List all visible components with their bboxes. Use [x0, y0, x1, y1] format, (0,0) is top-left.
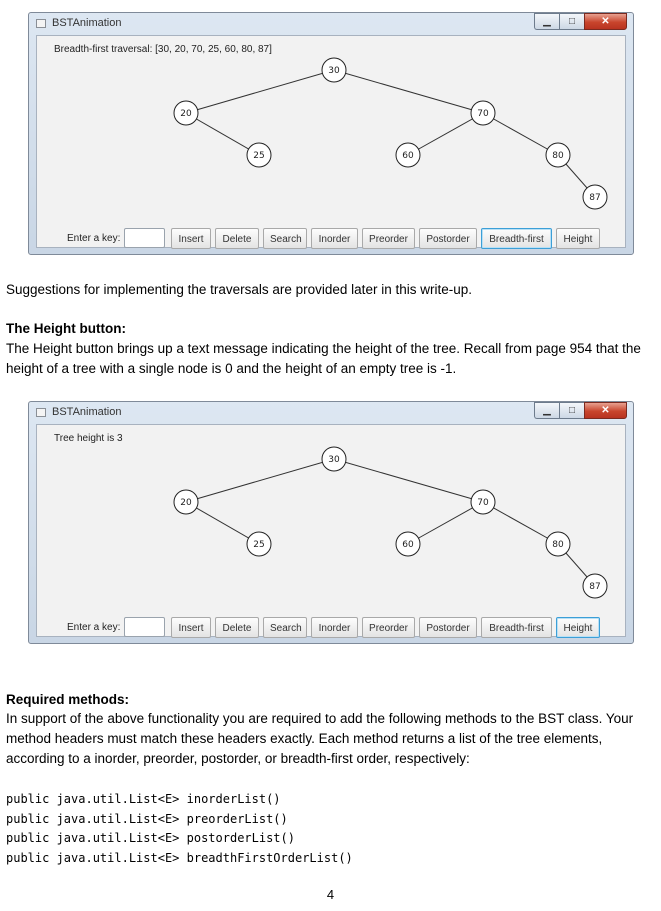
- height-button[interactable]: Height: [556, 228, 600, 249]
- tree-node-80: [546, 532, 570, 556]
- bst-tree: [37, 36, 625, 226]
- key-input[interactable]: [124, 228, 165, 248]
- close-icon[interactable]: ✕: [584, 402, 627, 419]
- breadth-first-button[interactable]: Breadth-first: [481, 228, 552, 249]
- key-input[interactable]: [124, 617, 165, 637]
- node-label: 30: [328, 66, 340, 76]
- node-label: 25: [253, 151, 265, 161]
- tree-edge-30-20: [186, 459, 334, 502]
- enter-key-label: Enter a key:: [67, 622, 121, 633]
- height-button[interactable]: Height: [556, 617, 600, 638]
- height-description: The Height button brings up a text message indicating the height of the tree. Recall from page 954 that the height of a tree with a single node is 0 and the height of an empty tree is -1.: [6, 341, 641, 376]
- inorder-button[interactable]: Inorder: [311, 228, 358, 249]
- bst-animation-window-2: [28, 401, 634, 644]
- preorder-button[interactable]: Preorder: [362, 228, 415, 249]
- tree-node-80: [546, 143, 570, 167]
- tree-node-20: [174, 490, 198, 514]
- delete-button[interactable]: Delete: [215, 617, 259, 638]
- code-line: public java.util.List<E> preorderList(): [6, 811, 288, 826]
- tree-edge-70-80: [483, 113, 558, 155]
- node-label: 30: [328, 455, 340, 465]
- close-icon[interactable]: ✕: [584, 13, 627, 30]
- code-line: public java.util.List<E> postorderList(): [6, 831, 295, 846]
- tree-edge-70-80: [483, 502, 558, 544]
- tree-node-30: [322, 58, 346, 82]
- preorder-button[interactable]: Preorder: [362, 617, 415, 638]
- postorder-button[interactable]: Postorder: [419, 617, 477, 638]
- tree-node-30: [322, 447, 346, 471]
- postorder-button[interactable]: Postorder: [419, 228, 477, 249]
- tree-node-25: [247, 143, 271, 167]
- breadth-first-button[interactable]: Breadth-first: [481, 617, 552, 638]
- minimize-icon[interactable]: ▁: [534, 13, 559, 30]
- bst-tree: [37, 425, 625, 615]
- tree-node-20: [174, 101, 198, 125]
- canvas-pane: [36, 35, 626, 248]
- node-label: 80: [552, 151, 564, 161]
- insert-button[interactable]: Insert: [171, 228, 211, 249]
- tree-node-60: [396, 143, 420, 167]
- tree-edge-70-60: [408, 502, 483, 544]
- app-icon: [36, 408, 46, 417]
- tree-node-70: [471, 490, 495, 514]
- required-methods-text: In support of the above functionality you are required to add the following methods to the BST class. Your method headers must match these headers exactly. Each method returns a list of the tree elements, according to a inorder, preorder, postorder, or breadth-first order, respectively:: [6, 711, 634, 766]
- node-label: 80: [552, 540, 564, 550]
- insert-button[interactable]: Insert: [171, 617, 211, 638]
- maximize-icon[interactable]: □: [559, 402, 584, 419]
- node-label: 87: [589, 193, 601, 203]
- node-label: 70: [477, 498, 489, 508]
- delete-button[interactable]: Delete: [215, 228, 259, 249]
- tree-node-25: [247, 532, 271, 556]
- tree-edge-30-70: [334, 70, 483, 113]
- tree-edge-30-70: [334, 459, 483, 502]
- method-signatures: [6, 790, 353, 869]
- traversal-suggestion-text: Suggestions for implementing the traversals are provided later in this write-up.: [6, 282, 472, 297]
- tree-edge-30-20: [186, 70, 334, 113]
- node-label: 87: [589, 582, 601, 592]
- tree-edge-20-25: [186, 113, 259, 155]
- code-line: public java.util.List<E> breadthFirstOrderList(): [6, 851, 353, 866]
- window-title: BSTAnimation: [52, 406, 122, 418]
- tree-edge-70-60: [408, 113, 483, 155]
- canvas-pane: [36, 424, 626, 637]
- status-text: Tree height is 3: [54, 433, 123, 444]
- minimize-icon[interactable]: ▁: [534, 402, 559, 419]
- title-bar[interactable]: [29, 402, 633, 424]
- code-line: public java.util.List<E> inorderList(): [6, 792, 281, 806]
- title-bar[interactable]: [29, 13, 633, 35]
- window-title: BSTAnimation: [52, 17, 122, 29]
- node-label: 25: [253, 540, 265, 550]
- page-number: 4: [326, 887, 335, 902]
- node-label: 20: [180, 109, 192, 119]
- tree-node-87: [583, 574, 607, 598]
- node-label: 60: [402, 151, 414, 161]
- required-methods-heading: Required methods:: [6, 692, 130, 707]
- app-icon: [36, 19, 46, 28]
- status-text: Breadth-first traversal: [30, 20, 70, 25, 60, 80, 87]: [54, 44, 272, 55]
- tree-node-60: [396, 532, 420, 556]
- inorder-button[interactable]: Inorder: [311, 617, 358, 638]
- search-button[interactable]: Search: [263, 228, 307, 249]
- node-label: 20: [180, 498, 192, 508]
- tree-node-70: [471, 101, 495, 125]
- enter-key-label: Enter a key:: [67, 233, 121, 244]
- tree-node-87: [583, 185, 607, 209]
- search-button[interactable]: Search: [263, 617, 307, 638]
- maximize-icon[interactable]: □: [559, 13, 584, 30]
- node-label: 70: [477, 109, 489, 119]
- bst-animation-window-1: [28, 12, 634, 255]
- tree-edge-20-25: [186, 502, 259, 544]
- height-heading: The Height button:: [6, 321, 126, 336]
- node-label: 60: [402, 540, 414, 550]
